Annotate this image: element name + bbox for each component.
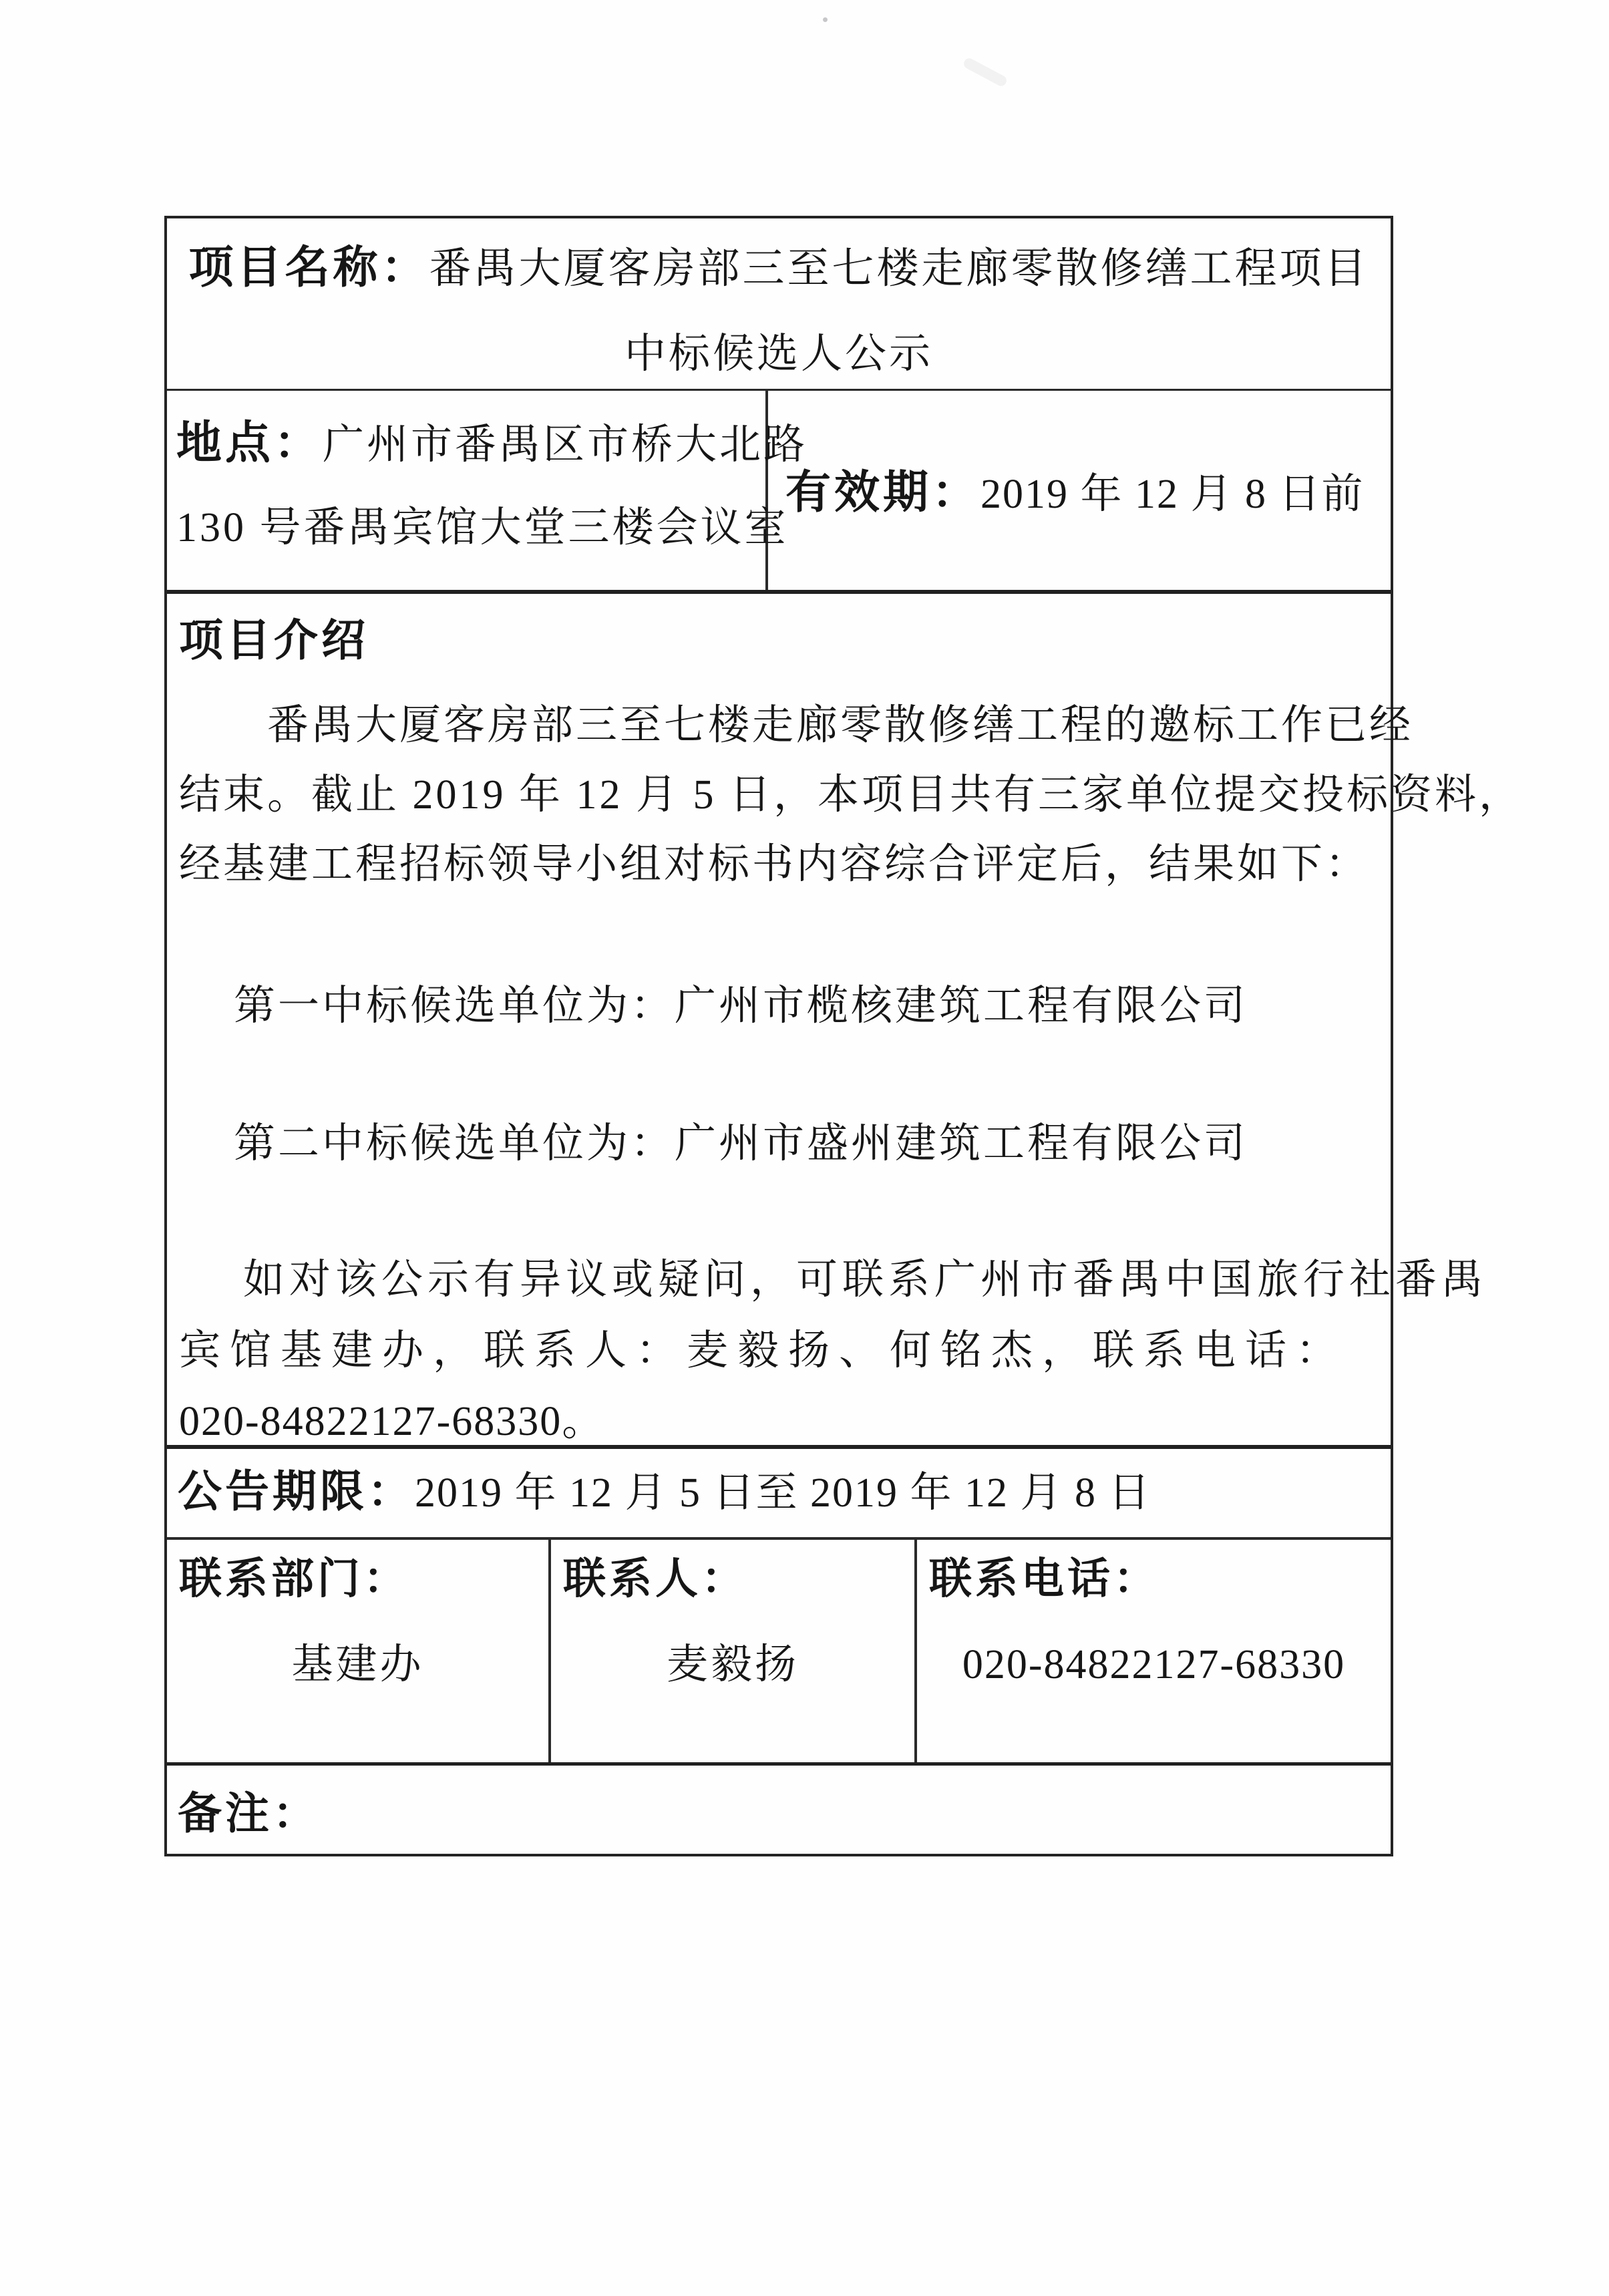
contact-table-row — [167, 1540, 1391, 1766]
contact-phone-value: 020-84822127-68330 — [962, 1642, 1346, 1687]
scan-artifact-smudge — [962, 57, 1008, 88]
announcement-period-row — [167, 1449, 1391, 1540]
contact-person-header: 联系人： — [563, 1554, 747, 1603]
contact-phone-header: 联系电话： — [929, 1554, 1159, 1603]
announcement-line — [178, 1466, 1151, 1516]
objection-line1: 如对该公示有异议或疑问，可联系广州市番禺中国旅行社番禺 — [243, 1257, 1488, 1303]
contact-person-value: 麦毅扬 — [666, 1642, 799, 1687]
announcement-value: 2019 年 12 月 5 日至 2019 年 12 月 8 日 — [415, 1470, 1151, 1516]
first-candidate-line: 第一中标候选单位为：广州市榄核建筑工程有限公司 — [234, 983, 1248, 1029]
project-name-line — [167, 242, 1391, 293]
intro-paragraph-line2: 结束。截止 2019 年 12 月 5 日，本项目共有三家单位提交投标资料， — [179, 772, 1524, 818]
remark-label: 备注： — [178, 1788, 320, 1838]
title-row — [167, 218, 1391, 391]
validity-value: 2019 年 12 月 8 日前 — [980, 472, 1365, 517]
contact-person-cell — [551, 1540, 917, 1762]
validity-cell — [768, 391, 1391, 590]
project-name-label: 项目名称： — [188, 242, 429, 293]
contact-dept-cell — [167, 1540, 551, 1762]
contact-phone-cell — [917, 1540, 1391, 1762]
remark-row — [167, 1766, 1391, 1854]
title-subline: 中标候选人公示 — [624, 331, 933, 377]
intro-paragraph-line1: 番禺大厦客房部三至七楼走廊零散修缮工程的邀标工作已经 — [267, 703, 1414, 748]
location-label: 地点： — [176, 418, 323, 468]
location-validity-row — [167, 391, 1391, 594]
objection-phone-line: 020-84822127-68330。 — [179, 1399, 605, 1444]
contact-dept-value: 基建办 — [291, 1642, 424, 1687]
second-candidate-line: 第二中标候选单位为：广州市盛州建筑工程有限公司 — [234, 1121, 1248, 1166]
location-value-part1: 广州市番禺区市桥大北路 — [323, 422, 808, 468]
project-name-value: 番禺大厦客房部三至七楼走廊零散修缮工程项目 — [429, 245, 1369, 292]
validity-label: 有效期： — [785, 467, 981, 518]
objection-line2: 宾馆基建办，联系人：麦毅扬、何铭杰，联系电话： — [179, 1328, 1347, 1373]
contact-dept-header: 联系部门： — [179, 1554, 409, 1603]
validity-line — [785, 467, 1365, 518]
scan-artifact-dot — [823, 17, 828, 22]
location-line1 — [176, 420, 808, 466]
location-cell — [167, 391, 808, 590]
intro-section — [167, 594, 1524, 1449]
notice-table — [164, 216, 1524, 1856]
location-line2: 130 号番禺宾馆大堂三楼会议室 — [176, 505, 789, 550]
intro-header: 项目介绍 — [179, 615, 369, 665]
announcement-label: 公告期限： — [178, 1466, 415, 1516]
intro-paragraph-line3: 经基建工程招标领导小组对标书内容综合评定后，结果如下： — [179, 842, 1370, 887]
